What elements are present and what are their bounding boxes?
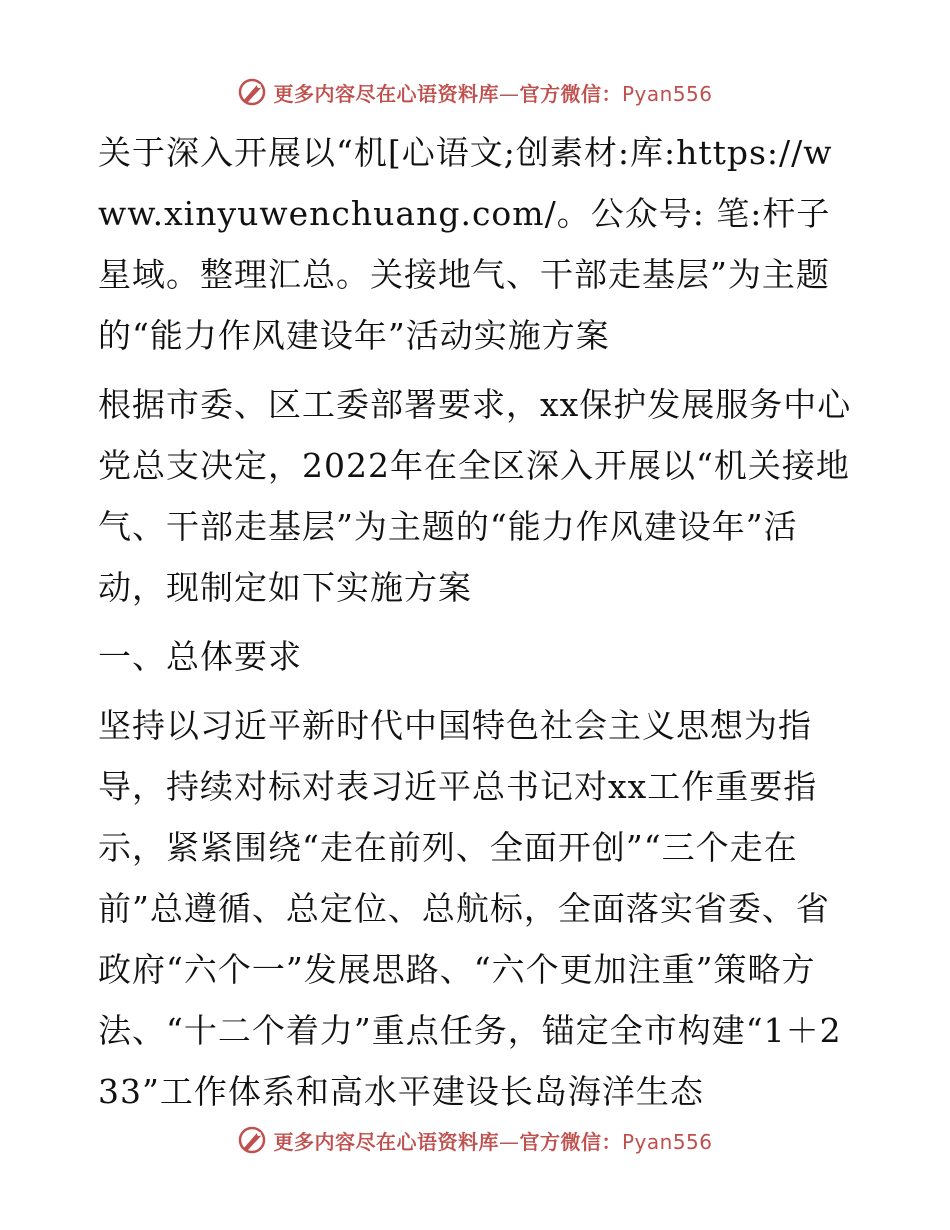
- section-heading: 一、总体要求: [98, 637, 302, 676]
- header-watermark: [0, 72, 950, 112]
- pen-logo-icon: [237, 1125, 267, 1155]
- watermark-text: 更多内容尽在心语资料库—官方微信：Pyan556: [273, 1129, 713, 1154]
- document-title: 关于深入开展以“机[心语文;创素材:库:https://www.xinyuwenchuang.com/。公众号: 笔:杆子星域。整理汇总。关接地气、干部走基层”为主题的“能力作风建设年”活动实施方案: [98, 133, 833, 355]
- footer-watermark: [0, 1120, 950, 1160]
- pen-logo-icon: [237, 77, 267, 107]
- body-paragraph: 坚持以习近平新时代中国特色社会主义思想为指导，持续对标对表习近平总书记对xx工作重要指示，紧紧围绕“走在前列、全面开创”“三个走在前”总遵循、总定位、总航标，全面落实省委、省政府“六个一”发展思路、“六个更加注重”策略方法、“十二个着力”重点任务，锚定全市构建“1＋233”工作体系和高水平建设长岛海洋生态: [98, 706, 842, 1111]
- watermark-text: 更多内容尽在心语资料库—官方微信：Pyan556: [273, 81, 713, 106]
- intro-paragraph: 根据市委、区工委部署要求，xx保护发展服务中心党总支决定，2022年在全区深入开展以“机关接地气、干部走基层”为主题的“能力作风建设年”活动，现制定如下实施方案: [98, 385, 852, 607]
- document-body: [98, 122, 858, 1130]
